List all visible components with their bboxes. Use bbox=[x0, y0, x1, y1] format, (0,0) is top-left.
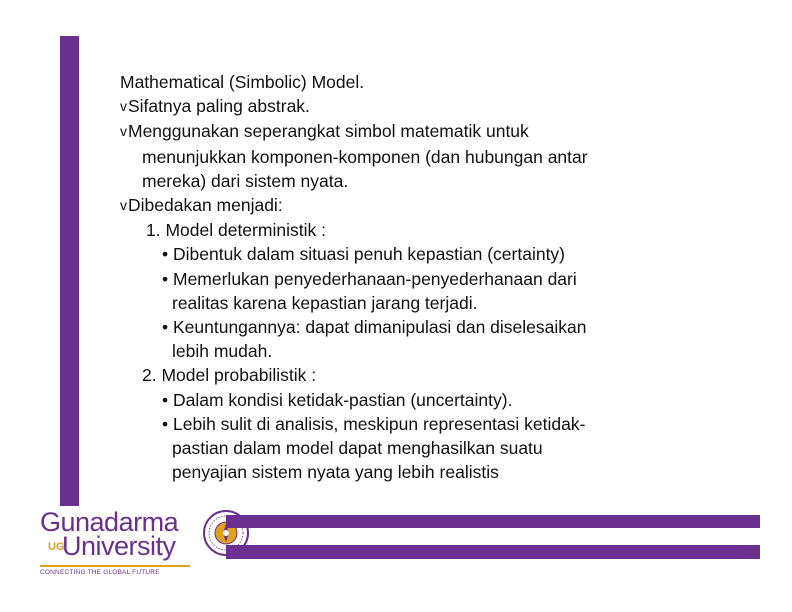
sub-bullet-item: • Keuntungannya: dapat dimanipulasi dan diselesaikan bbox=[162, 317, 587, 338]
diamond-bullet-item: vDibedakan menjadi: bbox=[120, 195, 283, 216]
sub-bullet-item: • Dibentuk dalam situasi penuh kepastian (certainty) bbox=[162, 244, 566, 265]
sub-bullet-item: • Lebih sulit di analisis, meskipun representasi ketidak- bbox=[162, 413, 586, 434]
diamond-bullet-item: vSifatnya paling abstrak. bbox=[120, 96, 310, 117]
diamond-bullet-icon: v bbox=[120, 197, 127, 214]
diamond-bullet-item: vMenggunakan seperangkat simbol matematik untuk bbox=[120, 121, 529, 142]
slide-content bbox=[120, 70, 760, 484]
continuation-line: mereka) dari sistem nyata. bbox=[142, 170, 349, 191]
slide-heading: Mathematical (Simbolic) Model. bbox=[120, 72, 365, 92]
diamond-bullet-icon: v bbox=[120, 123, 127, 140]
numbered-heading: 2. Model probabilistik : bbox=[142, 365, 317, 386]
logo-name-top: Gunadarma bbox=[40, 507, 179, 537]
sub-bullet-item: • Dalam kondisi ketidak-pastian (uncertainty). bbox=[162, 389, 513, 410]
sub-bullet-item: • Memerlukan penyederhanaan-penyederhanaan dari bbox=[162, 268, 577, 289]
footer-stripe-bottom bbox=[226, 545, 760, 559]
left-accent-bar bbox=[60, 36, 79, 506]
diamond-bullet-icon: v bbox=[120, 98, 127, 115]
footer-stripe-top bbox=[226, 515, 760, 528]
logo-underline bbox=[40, 565, 190, 567]
continuation-line: menunjukkan komponen-komponen (dan hubungan antar bbox=[142, 146, 588, 167]
logo-tagline: CONNECTING THE GLOBAL FUTURE bbox=[40, 569, 160, 576]
continuation-line: lebih mudah. bbox=[172, 341, 273, 362]
continuation-line: pastian dalam model dapat menghasilkan suatu bbox=[172, 438, 543, 459]
continuation-line: penyajian sistem nyata yang lebih realistis bbox=[172, 462, 499, 483]
continuation-line: realitas karena kepastian jarang terjadi. bbox=[172, 292, 478, 313]
gunadarma-logo bbox=[38, 505, 218, 580]
numbered-heading: 1. Model deterministik : bbox=[146, 220, 326, 241]
logo-ug-mark: UG bbox=[48, 541, 65, 553]
logo-name-bottom: University bbox=[62, 531, 176, 561]
